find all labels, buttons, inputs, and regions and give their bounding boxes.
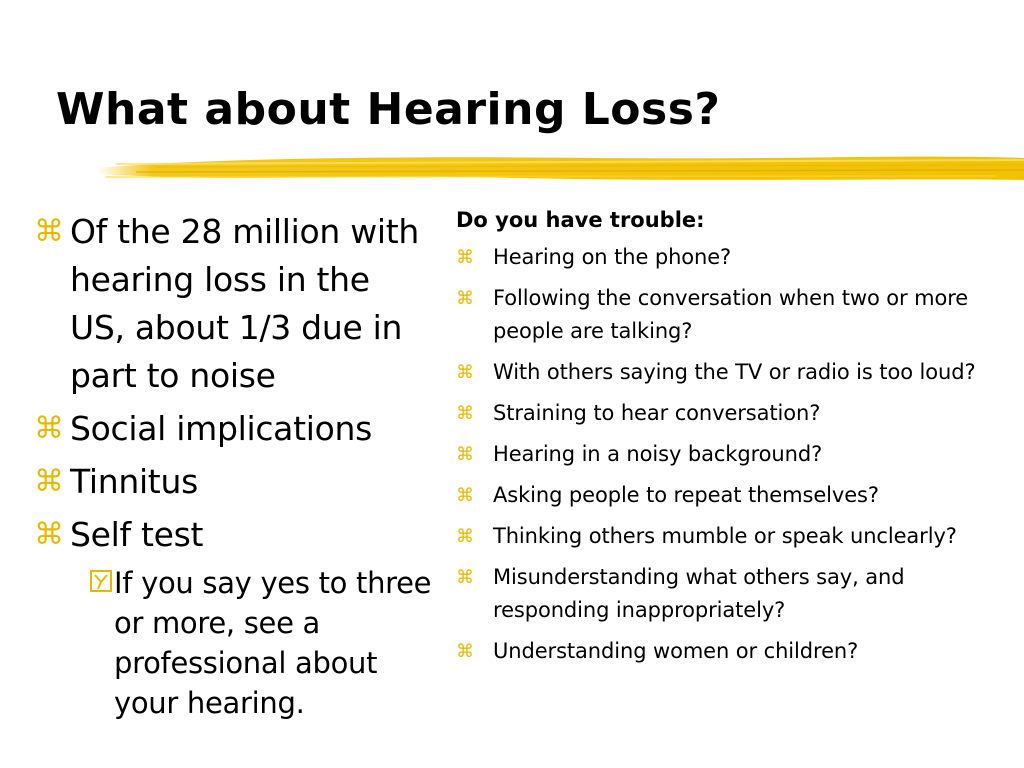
place-of-interest-icon: ⌘: [34, 411, 64, 446]
right-list-item-text: Hearing on the phone?: [493, 245, 732, 269]
place-of-interest-icon: ⌘: [34, 214, 64, 249]
left-list-item-text: Of the 28 million with hearing loss in the US, about 1/3 due in part to noise: [70, 212, 420, 395]
left-column: [34, 208, 434, 728]
right-list-item-text: Thinking others mumble or speak unclearly?: [493, 524, 957, 548]
checkbox-y-icon: [90, 570, 112, 592]
right-list-item-text: Misunderstanding what others say, and responding inappropriately?: [493, 565, 905, 622]
left-list-item-text: Self test: [70, 515, 204, 554]
place-of-interest-icon: ⌘: [456, 526, 474, 547]
left-list-item-text: Tinnitus: [70, 462, 198, 501]
slide-title: What about Hearing Loss?: [56, 84, 721, 135]
place-of-interest-icon: ⌘: [34, 517, 64, 552]
place-of-interest-icon: ⌘: [34, 464, 64, 499]
right-list-item: [456, 397, 1012, 430]
left-list-item: [34, 511, 434, 723]
left-bullet-list: [34, 208, 434, 723]
place-of-interest-icon: ⌘: [456, 567, 474, 588]
left-list-item: [34, 405, 434, 453]
right-list-item: [456, 438, 1012, 471]
place-of-interest-icon: ⌘: [456, 485, 474, 506]
right-list-item: [456, 241, 1012, 274]
right-list-item: [456, 561, 1012, 627]
right-list-item: [456, 356, 1012, 389]
title-underline-brush: [96, 148, 1024, 188]
place-of-interest-icon: ⌘: [456, 362, 474, 383]
left-list-item-text: Social implications: [70, 409, 372, 448]
left-list-item: [34, 208, 434, 400]
left-list-item: [34, 458, 434, 506]
right-heading: Do you have trouble:: [456, 208, 705, 232]
right-list-item: [456, 282, 1012, 348]
right-list-item-text: Understanding women or children?: [493, 639, 859, 663]
place-of-interest-icon: ⌘: [456, 444, 474, 465]
place-of-interest-icon: ⌘: [456, 641, 474, 662]
right-list-item: [456, 520, 1012, 553]
right-list-item: [456, 635, 1012, 668]
right-column: [456, 205, 1012, 676]
left-sub-list-item-text: If you say yes to three or more, see a professional about your hearing.: [114, 566, 432, 720]
right-list-item-text: With others saying the TV or radio is too loud?: [493, 360, 976, 384]
right-list-item-text: Straining to hear conversation?: [493, 401, 821, 425]
right-list-item-text: Hearing in a noisy background?: [493, 442, 823, 466]
right-bullet-list: [456, 241, 1012, 668]
place-of-interest-icon: ⌘: [456, 403, 474, 424]
right-list-item-text: Following the conversation when two or more people are talking?: [493, 286, 969, 343]
place-of-interest-icon: ⌘: [456, 247, 474, 268]
place-of-interest-icon: ⌘: [456, 288, 474, 309]
right-list-item-text: Asking people to repeat themselves?: [493, 483, 879, 507]
right-list-item: [456, 479, 1012, 512]
left-sub-list: [70, 563, 434, 723]
left-sub-list-item: [80, 563, 434, 723]
